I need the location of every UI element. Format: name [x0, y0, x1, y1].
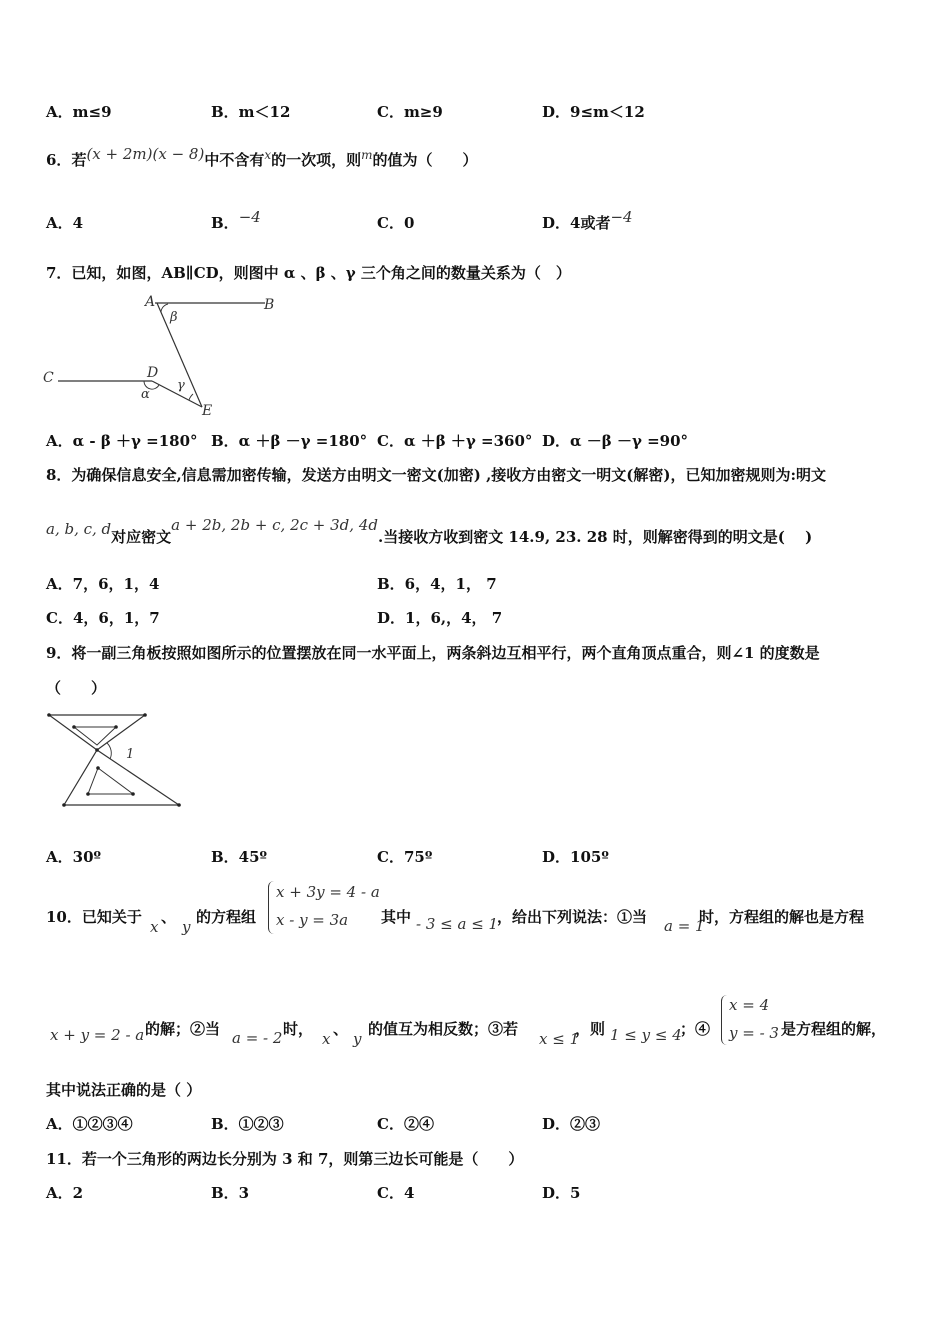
- q10-system-brace: [268, 881, 275, 934]
- q9-bottom-outer-triangle: [64, 750, 179, 805]
- q11-option-d: D．5: [542, 1184, 581, 1202]
- q5-option-a: A．m≤9: [46, 103, 112, 121]
- q10-sep: 、: [161, 908, 177, 926]
- q6-mid2: 的一次项，则: [271, 151, 362, 169]
- q10-var-x: x: [150, 918, 159, 936]
- q10-claim2-mid: 时，: [283, 1020, 314, 1038]
- q6-option-c: C．0: [377, 214, 415, 232]
- q9-line1: 9．将一副三角板按照如图所示的位置摆放在同一水平面上，两条斜边互相平行，两个直角顶点重合，则∠1 的度数是: [46, 644, 820, 662]
- q6-option-b: [211, 208, 261, 233]
- q9-point: [131, 792, 135, 796]
- q11-option-c: C．4: [377, 1184, 415, 1202]
- q7-arc-beta: [161, 304, 168, 312]
- q6-var-m: m: [361, 148, 373, 162]
- q6-option-a: A．4: [46, 214, 84, 232]
- q9-point: [177, 803, 181, 807]
- q10-var-y: y: [182, 918, 191, 936]
- q10-option-c: C．②④: [377, 1115, 434, 1133]
- q10-cond3-res: 1 ≤ y ≤ 4: [610, 1026, 682, 1044]
- q6-expr: (x + 2m)(x − 8): [86, 145, 205, 163]
- q10-where: 其中: [381, 908, 412, 926]
- q10-solution-brace: [721, 995, 728, 1045]
- q7-label-b: B: [264, 297, 275, 313]
- q8-line2: [46, 516, 813, 547]
- q6-var-x: x: [264, 148, 272, 162]
- q7-label-beta: β: [170, 310, 178, 325]
- q11-option-b: B．3: [211, 1184, 250, 1202]
- q6-number: 6．: [46, 151, 72, 169]
- q10-option-a: A．①②③④: [46, 1115, 133, 1133]
- q9-top-inner-triangle: [74, 727, 116, 745]
- q10-var-y-2: y: [353, 1030, 362, 1048]
- q6-option-b-math: −4: [238, 208, 261, 226]
- q9-point: [114, 725, 118, 729]
- q9-point: [96, 766, 100, 770]
- q11-stem: 11．若一个三角形的两边长分别为 3 和 7，则第三边长可能是（ ）: [46, 1150, 524, 1168]
- q10-system-text: 的方程组: [196, 908, 257, 926]
- q7-label-c: C: [43, 370, 54, 386]
- q9-bottom-inner-triangle: [88, 768, 133, 794]
- q8-option-d: D．1，6,，4， 7: [377, 609, 503, 627]
- q10-claim3-mid: ，则: [575, 1020, 606, 1038]
- q6-option-d: [542, 208, 633, 233]
- q7-label-gamma: γ: [177, 378, 185, 393]
- q10-cond1: a = 1: [664, 917, 705, 935]
- q9-option-c: C．75º: [377, 848, 433, 866]
- q7-figure: [40, 290, 300, 422]
- q8-option-b: B．6，4，1， 7: [377, 575, 497, 593]
- q9-point: [143, 713, 147, 717]
- q6-prefix: 若: [71, 151, 87, 169]
- q7-option-d: D．α －β －γ =90°: [542, 432, 689, 450]
- q7-label-e: E: [202, 403, 213, 419]
- q7-option-c: C．α ＋β ＋γ =360°: [377, 432, 533, 450]
- q10-claim2-tail: 的值互为相反数；③若: [368, 1020, 519, 1038]
- q9-figure: [44, 710, 189, 812]
- q10-claim1-tail: 时，方程组的解也是方程: [699, 908, 865, 926]
- q9-line2: （ ）: [46, 679, 107, 697]
- q6-stem: [46, 145, 478, 171]
- q8-option-c: C．4，6，1，7: [46, 609, 160, 627]
- q10-claims-text: ，给出下列说法：①当: [497, 908, 648, 926]
- q8-tail: .当接收方收到密文 14.9, 23. 28 时，则解密得到的明文是( ): [377, 528, 813, 546]
- q9-angle-label: 1: [126, 747, 135, 762]
- q10-eq2: x - y = 3a: [276, 911, 349, 929]
- q7-label-alpha: α: [141, 387, 150, 402]
- q6-option-b-label: B．: [211, 214, 239, 232]
- q6-option-d-math: −4: [610, 208, 633, 226]
- q9-option-d: D．105º: [542, 848, 609, 866]
- q9-option-a: A．30º: [46, 848, 102, 866]
- q7-arc-gamma: [189, 394, 193, 400]
- q9-point: [72, 725, 76, 729]
- q10-claim2-text: 的解；②当: [145, 1020, 221, 1038]
- q11-option-a: A．2: [46, 1184, 84, 1202]
- q9-point: [95, 748, 99, 752]
- q7-label-a: A: [145, 294, 156, 310]
- q10-cond2: a = - 2: [232, 1029, 283, 1047]
- q7-option-b: B．α ＋β －γ =180°: [211, 432, 368, 450]
- q10-var-x-2: x: [322, 1030, 331, 1048]
- q10-sep-2: 、: [333, 1020, 349, 1038]
- q10-number: 10．已知关于: [46, 908, 142, 926]
- q8-cipher-expr: a + 2b, 2b + c, 2c + 3d, 4d: [171, 516, 378, 534]
- q7-label-d: D: [147, 365, 159, 381]
- q10-cond3: x ≤ 1: [539, 1030, 580, 1048]
- q6-suffix: 的值为（ ）: [372, 151, 478, 169]
- q10-eq3: x + y = 2 - a: [50, 1026, 145, 1044]
- q9-point: [47, 713, 51, 717]
- q10-claim4-text: ；④: [680, 1020, 711, 1038]
- q10-sol1: x = 4: [729, 996, 770, 1014]
- q5-option-d: D．9≤m＜12: [542, 103, 645, 121]
- q7-stem: 7．已知，如图，AB∥CD，则图中 α 、β 、γ 三个角之间的数量关系为（ ）: [46, 264, 571, 282]
- q7-option-a: A．α - β ＋γ =180°: [46, 432, 198, 450]
- q5-option-b: B．m＜12: [211, 103, 291, 121]
- q5-option-c: C．m≥9: [377, 103, 443, 121]
- q8-mid: 对应密文: [111, 528, 172, 546]
- q10-claim4-tail: 是方程组的解，: [781, 1020, 887, 1038]
- q8-option-a: A．7，6，1，4: [46, 575, 160, 593]
- q10-range: - 3 ≤ a ≤ 1: [416, 915, 499, 933]
- q8-plain-vars: a, b, c, d: [46, 520, 112, 538]
- q10-question: 其中说法正确的是（ ）: [46, 1081, 202, 1099]
- q6-option-d-label: D．4或者: [542, 214, 611, 232]
- q9-point: [62, 803, 66, 807]
- q10-option-b: B．①②③: [211, 1115, 284, 1133]
- q6-mid1: 中不含有: [204, 151, 265, 169]
- q9-option-b: B．45º: [211, 848, 268, 866]
- q9-point: [86, 792, 90, 796]
- q10-eq1: x + 3y = 4 - a: [276, 883, 380, 901]
- q10-sol2: y = - 3: [729, 1024, 779, 1042]
- q8-line1: 8．为确保信息安全,信息需加密传输，发送方由明文一密文(加密) ,接收方由密文一明文(解密)，已知加密规则为:明文: [46, 466, 827, 484]
- q10-option-d: D．②③: [542, 1115, 601, 1133]
